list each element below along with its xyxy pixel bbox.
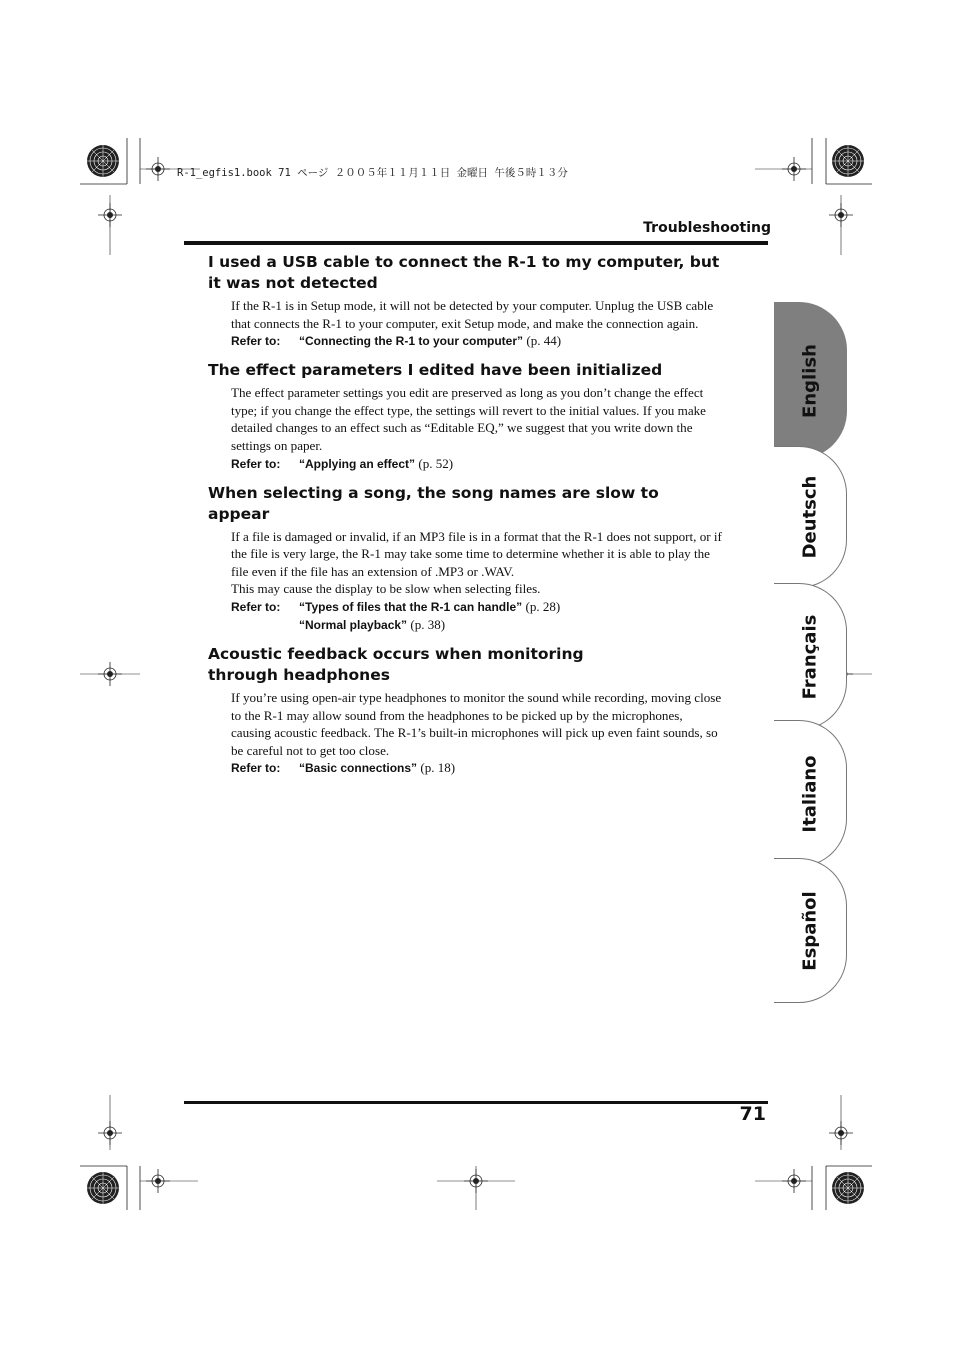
section-heading: When selecting a song, the song names are slow to appear <box>208 483 659 523</box>
tab-english[interactable] <box>774 302 847 459</box>
section-song-names-slow <box>208 483 723 634</box>
tab-italiano[interactable] <box>774 720 847 867</box>
reference-line <box>231 332 723 350</box>
reference-page: (p. 18) <box>420 760 456 776</box>
section-effect-parameters <box>208 360 723 472</box>
header-rule <box>184 241 768 245</box>
print-info: R-1_egfis1.book 71 ページ ２００５年１１月１１日 金曜日 午後５時１３分 <box>177 167 568 179</box>
tab-english-label: English <box>799 343 821 418</box>
tab-francais-label: Français <box>799 614 821 699</box>
reference-link[interactable]: “Connecting the R-1 to your computer” <box>299 334 524 349</box>
reference-line <box>231 759 723 777</box>
reference-line <box>231 455 723 473</box>
tab-italiano-label: Italiano <box>799 754 821 833</box>
reference-link[interactable]: “Types of files that the R-1 can handle” <box>299 599 523 614</box>
reference-page: (p. 28) <box>525 598 561 614</box>
section-body: If you’re using open-air type headphones to monitor the sound while recording, moving close to the R-1 may allow sound from the headphones to be picked up by the microphones, causing acoustic feedback. The R-1’s built-in microphones will pick up even faint sounds, so be careful not to get too close. <box>231 689 722 758</box>
reference-line <box>231 598 723 616</box>
section-title: Troubleshooting <box>643 220 771 236</box>
troubleshooting-content <box>208 252 723 777</box>
section-heading: I used a USB cable to connect the R-1 to my computer, but it was not detected <box>208 253 720 292</box>
section-usb-not-detected <box>208 252 723 350</box>
section-heading: Acoustic feedback occurs when monitoring through headphones <box>208 644 584 684</box>
tab-deutsch-label: Deutsch <box>799 475 821 559</box>
refer-to-label: Refer to: <box>231 599 281 614</box>
tab-deutsch[interactable] <box>774 446 847 588</box>
section-body-line: This may cause the display to be slow when selecting files. <box>231 581 541 597</box>
footer-rule <box>184 1101 768 1104</box>
page-number: 71 <box>739 1103 766 1125</box>
section-body-line: If a file is damaged or invalid, if an MP3 file is in a format that the R-1 does not support, or if the file is very large, the R-1 may take some time to determine whether it is able to play the file even if the file has an extension of .MP3 or .WAV. <box>231 528 722 579</box>
tab-espanol[interactable] <box>774 858 847 1003</box>
section-body: If the R-1 is in Setup mode, it will not be detected by your computer. Unplug the USB cable that connects the R-1 to your computer, exit Setup mode, and make the connection again. <box>231 298 714 331</box>
reference-page: (p. 44) <box>526 333 562 349</box>
reference-line <box>231 616 723 634</box>
section-heading: The effect parameters I edited have been initialized <box>208 361 663 380</box>
refer-to-label: Refer to: <box>231 456 281 471</box>
reference-link[interactable]: “Basic connections” <box>299 761 418 776</box>
refer-to-label <box>231 616 299 634</box>
tab-francais[interactable] <box>774 583 847 730</box>
tab-espanol-label: Español <box>799 890 821 971</box>
reference-link[interactable]: “Normal playback” <box>299 617 408 632</box>
reference-link[interactable]: “Applying an effect” <box>299 456 416 471</box>
refer-to-label: Refer to: <box>231 761 281 776</box>
section-acoustic-feedback <box>208 644 723 777</box>
reference-page: (p. 38) <box>410 616 446 632</box>
section-body <box>231 528 723 598</box>
refer-to-label: Refer to: <box>231 334 281 349</box>
section-body: The effect parameter settings you edit are preserved as long as you don’t change the effect type; if you change the effect type, the settings will revert to the initial values. If you make detailed changes to an effect such as “Editable EQ,” we suggest that you write down the settings on paper. <box>231 385 706 453</box>
reference-page: (p. 52) <box>418 455 454 471</box>
